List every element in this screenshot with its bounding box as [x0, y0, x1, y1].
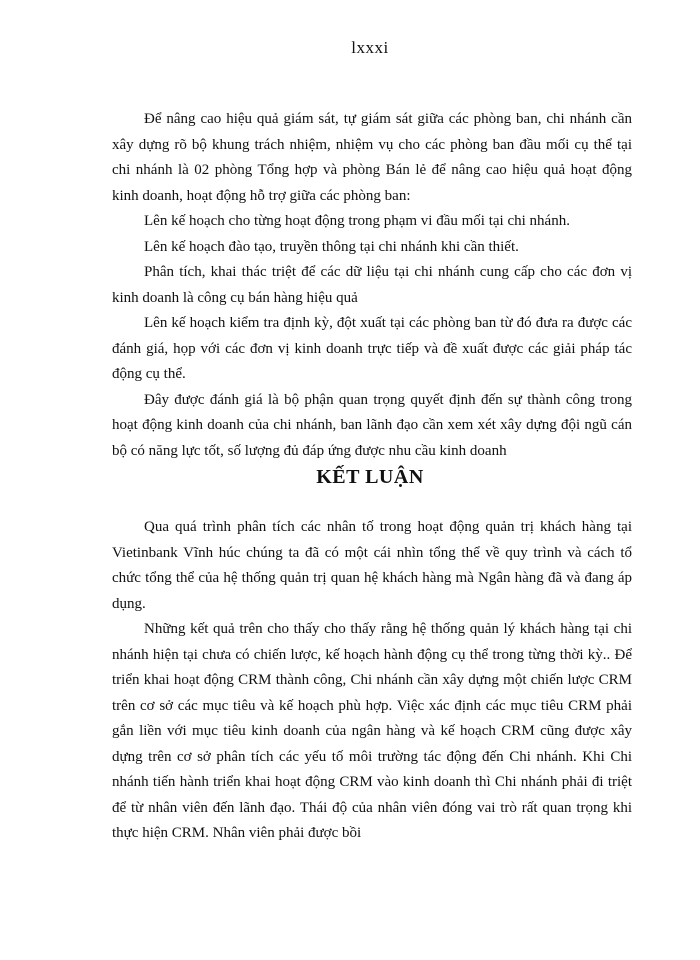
- paragraph: Lên kế hoạch cho từng hoạt động trong phạm vi đầu mối tại chi nhánh.: [144, 213, 570, 229]
- section-heading: KẾT LUẬN: [316, 466, 424, 488]
- paragraph: Đây được đánh giá là bộ phận quan trọng quyết định đến sự thành công trong hoạt động kinh doanh của chi nhánh, ban lãnh đạo cần xem xét xây dựng đội ngũ cán bộ có năng lực tốt, số lượng đủ đáp ứng được nhu cầu kinh doanh: [112, 391, 632, 459]
- page-number: lxxxi: [351, 38, 389, 57]
- paragraph: Những kết quả trên cho thấy cho thấy rằng hệ thống quản lý khách hàng tại chi nhánh hiện tại chưa có chiến lược, kế hoạch hành động cụ thể trong từng thời kỳ.. Để triển khai hoạt động CRM thành công, Chi nhánh cần xây dựng một chiến lược CRM trên cơ sở các mục tiêu và kế hoạch phù hợp. Việc xác định các mục tiêu CRM phải gắn liền với mục tiêu kinh doanh của ngân hàng và kế hoạch CRM cũng được xây dựng trên cơ sở phân tích các yếu tố môi trường tác động đến Chi nhánh. Khi Chi nhánh tiến hành triển khai hoạt động CRM vào kinh doanh thì Chi nhánh phải đi triệt để từ nhân viên đến lãnh đạo. Thái độ của nhân viên đóng vai trò rất quan trọng khi thực hiện CRM. Nhân viên phải được bồi: [112, 621, 632, 841]
- paragraph: Để nâng cao hiệu quả giám sát, tự giám sát giữa các phòng ban, chi nhánh cần xây dựng rõ bộ khung trách nhiệm, nhiệm vụ cho các phòng ban đầu mối cụ thể tại chi nhánh là 02 phòng Tổng hợp và phòng Bán lẻ để nâng cao hiệu quả hoạt động kinh doanh, hoạt động hỗ trợ giữa các phòng ban:: [112, 111, 632, 204]
- body-section-2: [112, 515, 632, 847]
- paragraph: Lên kế hoạch kiểm tra định kỳ, đột xuất tại các phòng ban từ đó đưa ra được các đánh giá, họp với các đơn vị kinh doanh trực tiếp và đề xuất được các giải pháp tác động cụ thể.: [112, 315, 632, 382]
- paragraph: Phân tích, khai thác triệt để các dữ liệu tại chi nhánh cung cấp cho các đơn vị kinh doanh là công cụ bán hàng hiệu quả: [112, 264, 632, 306]
- body-section-1: [112, 107, 632, 464]
- paragraph: Qua quá trình phân tích các nhân tố trong hoạt động quản trị khách hàng tại Vietinbank Vĩnh húc chúng ta đã có một cái nhìn tổng thể về quy trình và cách tổ chức tổng thể của hệ thống quản trị quan hệ khách hàng mà Ngân hàng đã và đang áp dụng.: [112, 519, 632, 612]
- paragraph: Lên kế hoạch đào tạo, truyền thông tại chi nhánh khi cần thiết.: [144, 238, 519, 255]
